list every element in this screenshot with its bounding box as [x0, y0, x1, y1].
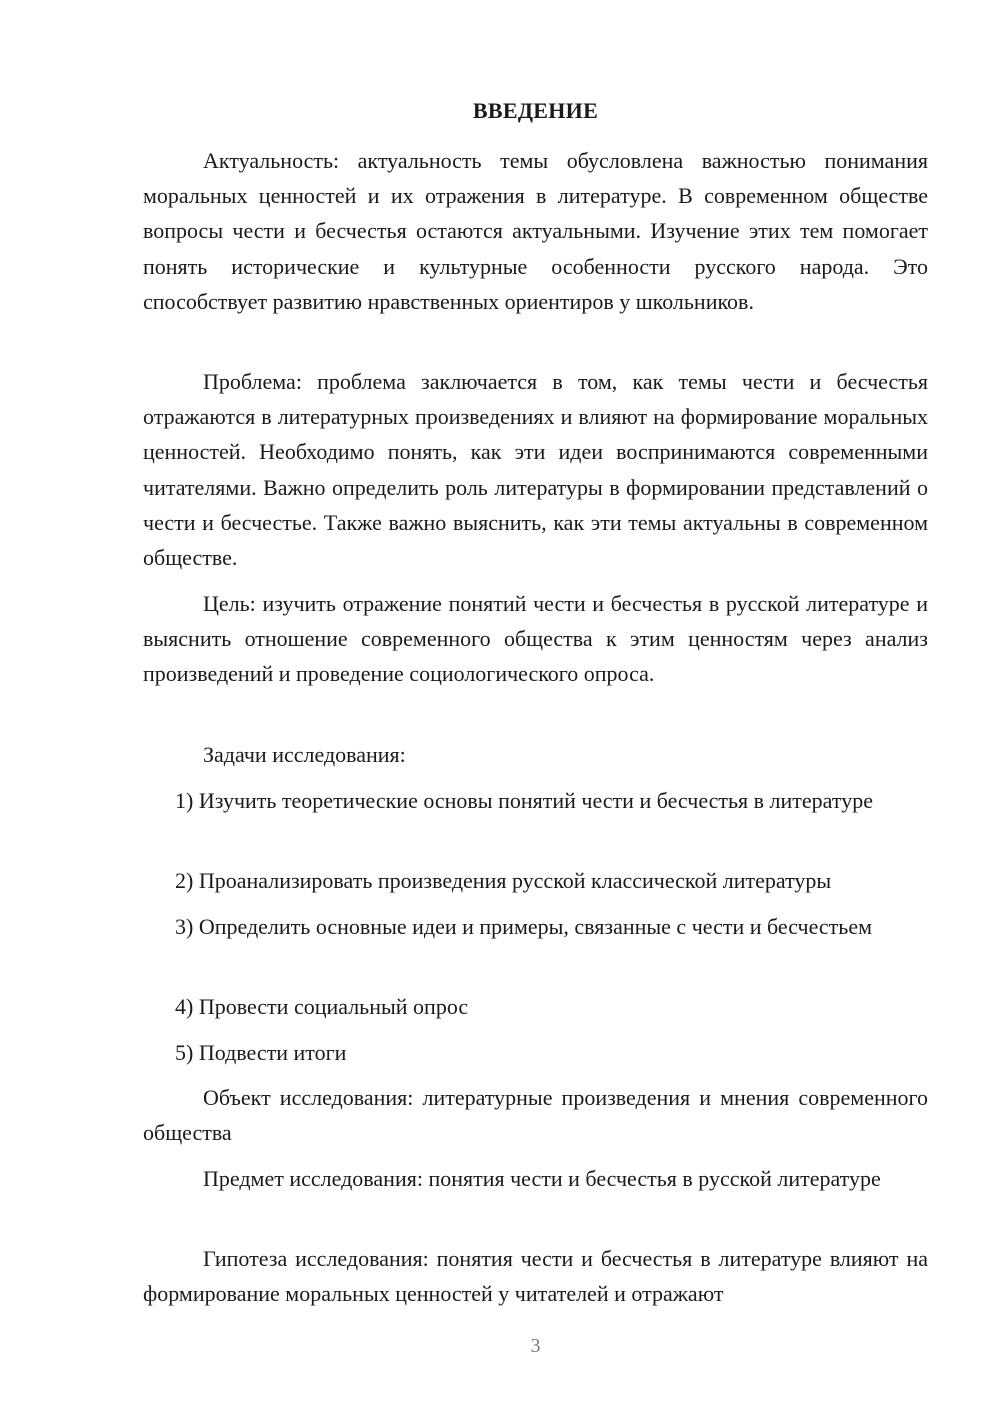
- section-title: ВВЕДЕНИЕ: [472, 98, 599, 123]
- task-item-3: 3) Определить основные идеи и примеры, связанные с чести и бесчестьем: [175, 914, 873, 939]
- paragraph-hypothesis: Гипотеза исследования: понятия чести и бесчестья в литературе влияют на формирование моральных ценностей у читателей и отражают: [143, 1246, 928, 1307]
- page-number: 3: [530, 1335, 541, 1357]
- paragraph-problem: Проблема: проблема заключается в том, как темы чести и бесчестья отражаются в литературных произведениях и влияют на формирование моральных ценностей. Необходимо понять, как эти идеи воспринимаются современными читателями. Важно определить роль литературы в формировании представлений о чести и бесчестье. Также важно выяснить, как эти темы актуальны в современном обществе.: [143, 369, 928, 571]
- task-item-1: 1) Изучить теоретические основы понятий чести и бесчестья в литературе: [175, 788, 873, 813]
- task-item-4: 4) Провести социальный опрос: [175, 994, 469, 1019]
- paragraph-object: Объект исследования: литературные произведения и мнения современного общества: [143, 1085, 928, 1146]
- paragraph-relevance: Актуальность: актуальность темы обусловлена важностью понимания моральных ценностей и их отражения в литературе. В современном обществе вопросы чести и бесчестья остаются актуальными. Изучение этих тем помогает понять исторические и культурные особенности русского народа. Это способствует развитию нравственных ориентиров у школьников.: [143, 148, 928, 314]
- paragraph-subject: Предмет исследования: понятия чести и бесчестья в русской литературе: [203, 1166, 881, 1191]
- task-item-2: 2) Проанализировать произведения русской классической литературы: [175, 868, 832, 893]
- tasks-heading: Задачи исследования:: [203, 742, 406, 767]
- task-item-5: 5) Подвести итоги: [175, 1040, 347, 1065]
- paragraph-goal: Цель: изучить отражение понятий чести и бесчестья в русской литературе и выяснить отношение современного общества к этим ценностям через анализ произведений и проведение социологического опроса.: [143, 591, 928, 687]
